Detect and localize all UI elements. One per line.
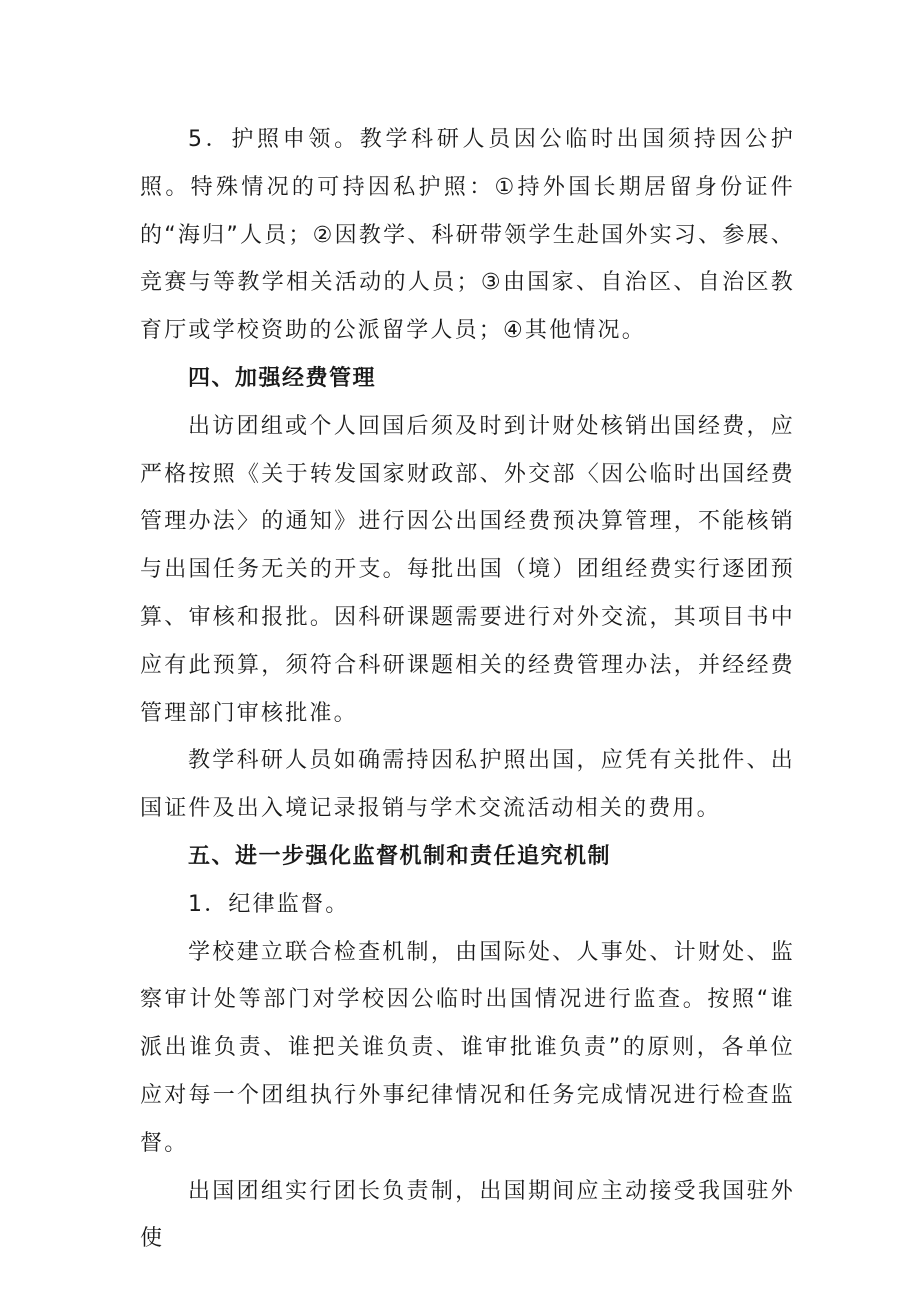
paragraph-private-passport-expenses: 教学科研人员如确需持因私护照出国，应凭有关批件、出国证件及出入境记录报销与学术交流活动相关的费用。 [140, 748, 795, 822]
paragraph-delegation-leader: 出国团组实行团长负责制，出国期间应主动接受我国驻外使 [140, 1178, 795, 1252]
paragraph-discipline-supervision: 1．纪律监督。 [188, 891, 350, 917]
section-heading-funding-management: 四、加强经费管理 [188, 365, 377, 391]
paragraph-passport-application: 5．护照申领。教学科研人员因公临时出国须持因公护照。特殊情况的可持因私护照：①持外国长期居留身份证件的“海归”人员；②因教学、科研带领学生赴国外实习、参展、竞赛与等教学相关活动的人员；③由国家、自治区、自治区教育厅或学校资助的公派留学人员；④其他情况。 [140, 127, 795, 344]
document-body [140, 116, 795, 1263]
paragraph-funding-reimbursement: 出访团组或个人回国后须及时到计财处核销出国经费，应严格按照《关于转发国家财政部、外交部〈因公临时出国经费管理办法〉的通知》进行因公出国经费预决算管理，不能核销与出国任务无关的开支。每批出国（境）团组经费实行逐团预算、审核和报批。因科研课题需要进行对外交流，其项目书中应有此预算，须符合科研课题相关的经费管理办法，并经经费管理部门审核批准。 [140, 413, 795, 726]
section-heading-supervision-accountability: 五、进一步强化监督机制和责任追究机制 [188, 843, 612, 869]
paragraph-joint-inspection: 学校建立联合检查机制，由国际处、人事处、计财处、监察审计处等部门对学校因公临时出国情况进行监查。按照“谁派出谁负责、谁把关谁负责、谁审批谁负责”的原则，各单位应对每一个团组执行外事纪律情况和任务完成情况进行检查监督。 [140, 939, 795, 1156]
